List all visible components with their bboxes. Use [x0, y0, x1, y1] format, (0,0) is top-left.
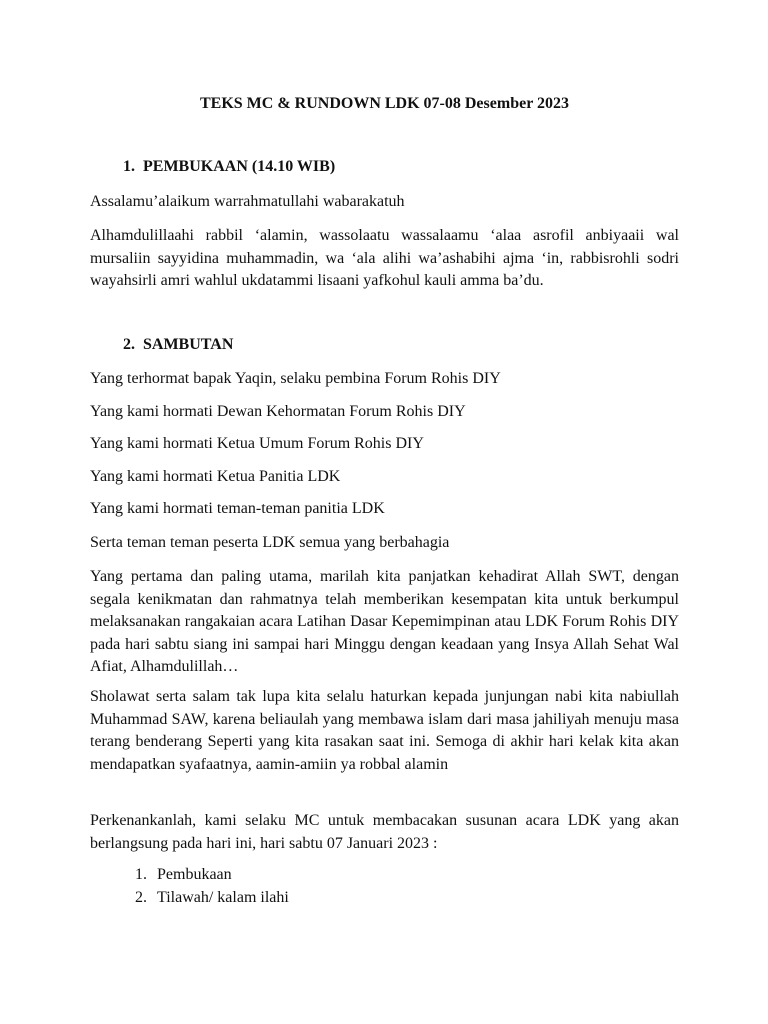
hamdalah-paragraph: Alhamdulillaahi rabbil ‘alamin, wassolaatu wassalaamu ‘alaa asrofil anbiyaaii wal mursaliin sayyidina muhammadin, wa ‘ala alihi wa’ashabihi ajma ‘in, rabbisrohli sodri wayahsirli amri wahlul ukdatammi lisaani yafkohul kauli amma ba’du. — [90, 227, 679, 289]
opening-paragraph: Yang pertama dan paling utama, marilah kita panjatkan kehadirat Allah SWT, dengan segala kenikmatan dan rahmatnya telah memberikan kesempatan kita untuk berkumpul melaksanakan rangakaian acara Latihan Dasar Kepemimpinan atau LDK Forum Rohis DIY pada hari sabtu siang ini sampai hari Minggu dengan keadaan yang Insya Allah Sehat Wal Afiat, Alhamdulillah… — [90, 568, 679, 675]
section-heading-pembukaan — [90, 157, 335, 177]
greeting-line: Serta teman teman peserta LDK semua yang berbahagia — [90, 534, 450, 551]
sholawat-paragraph: Sholawat serta salam tak lupa kita selalu haturkan kepada junjungan nabi kita nabiullah Muhammad SAW, karena beliaulah yang membawa islam dari masa jahiliyah menuju masa terang benderang Seperti yang kita rasakan saat ini. Semoga di akhir hari kelak kita akan mendapatkan syafaatnya, aamin-amiin ya robbal alamin — [90, 688, 679, 773]
agenda-number: 2. — [135, 889, 147, 906]
section-title: PEMBUKAAN (14.10 WIB) — [143, 158, 336, 175]
section-number: 2. — [123, 336, 135, 353]
agenda-label: Pembukaan — [157, 866, 232, 883]
greeting-line: Yang kami hormati Dewan Kehormatan Forum Rohis DIY — [90, 403, 466, 420]
greeting-line: Yang terhormat bapak Yaqin, selaku pembina Forum Rohis DIY — [90, 370, 501, 387]
greeting-line: Yang kami hormati Ketua Umum Forum Rohis DIY — [90, 435, 424, 452]
greeting-line: Yang kami hormati Ketua Panitia LDK — [90, 468, 341, 485]
agenda-list-item — [135, 887, 289, 909]
document-title: TEKS MC & RUNDOWN LDK 07-08 Desember 2023 — [199, 95, 569, 112]
salam-paragraph: Assalamu’alaikum warrahmatullahi wabarakatuh — [90, 193, 405, 210]
section-number: 1. — [123, 158, 135, 175]
agenda-list-item — [135, 864, 232, 886]
agenda-intro-paragraph: Perkenankanlah, kami selaku MC untuk membacakan susunan acara LDK yang akan berlangsung pada hari ini, hari sabtu 07 Januari 2023 : — [90, 812, 679, 852]
section-title: SAMBUTAN — [143, 336, 234, 353]
greeting-line: Yang kami hormati teman-teman panitia LDK — [90, 500, 385, 517]
agenda-number: 1. — [135, 866, 147, 883]
agenda-label: Tilawah/ kalam ilahi — [157, 889, 289, 906]
section-heading-sambutan — [90, 335, 233, 355]
